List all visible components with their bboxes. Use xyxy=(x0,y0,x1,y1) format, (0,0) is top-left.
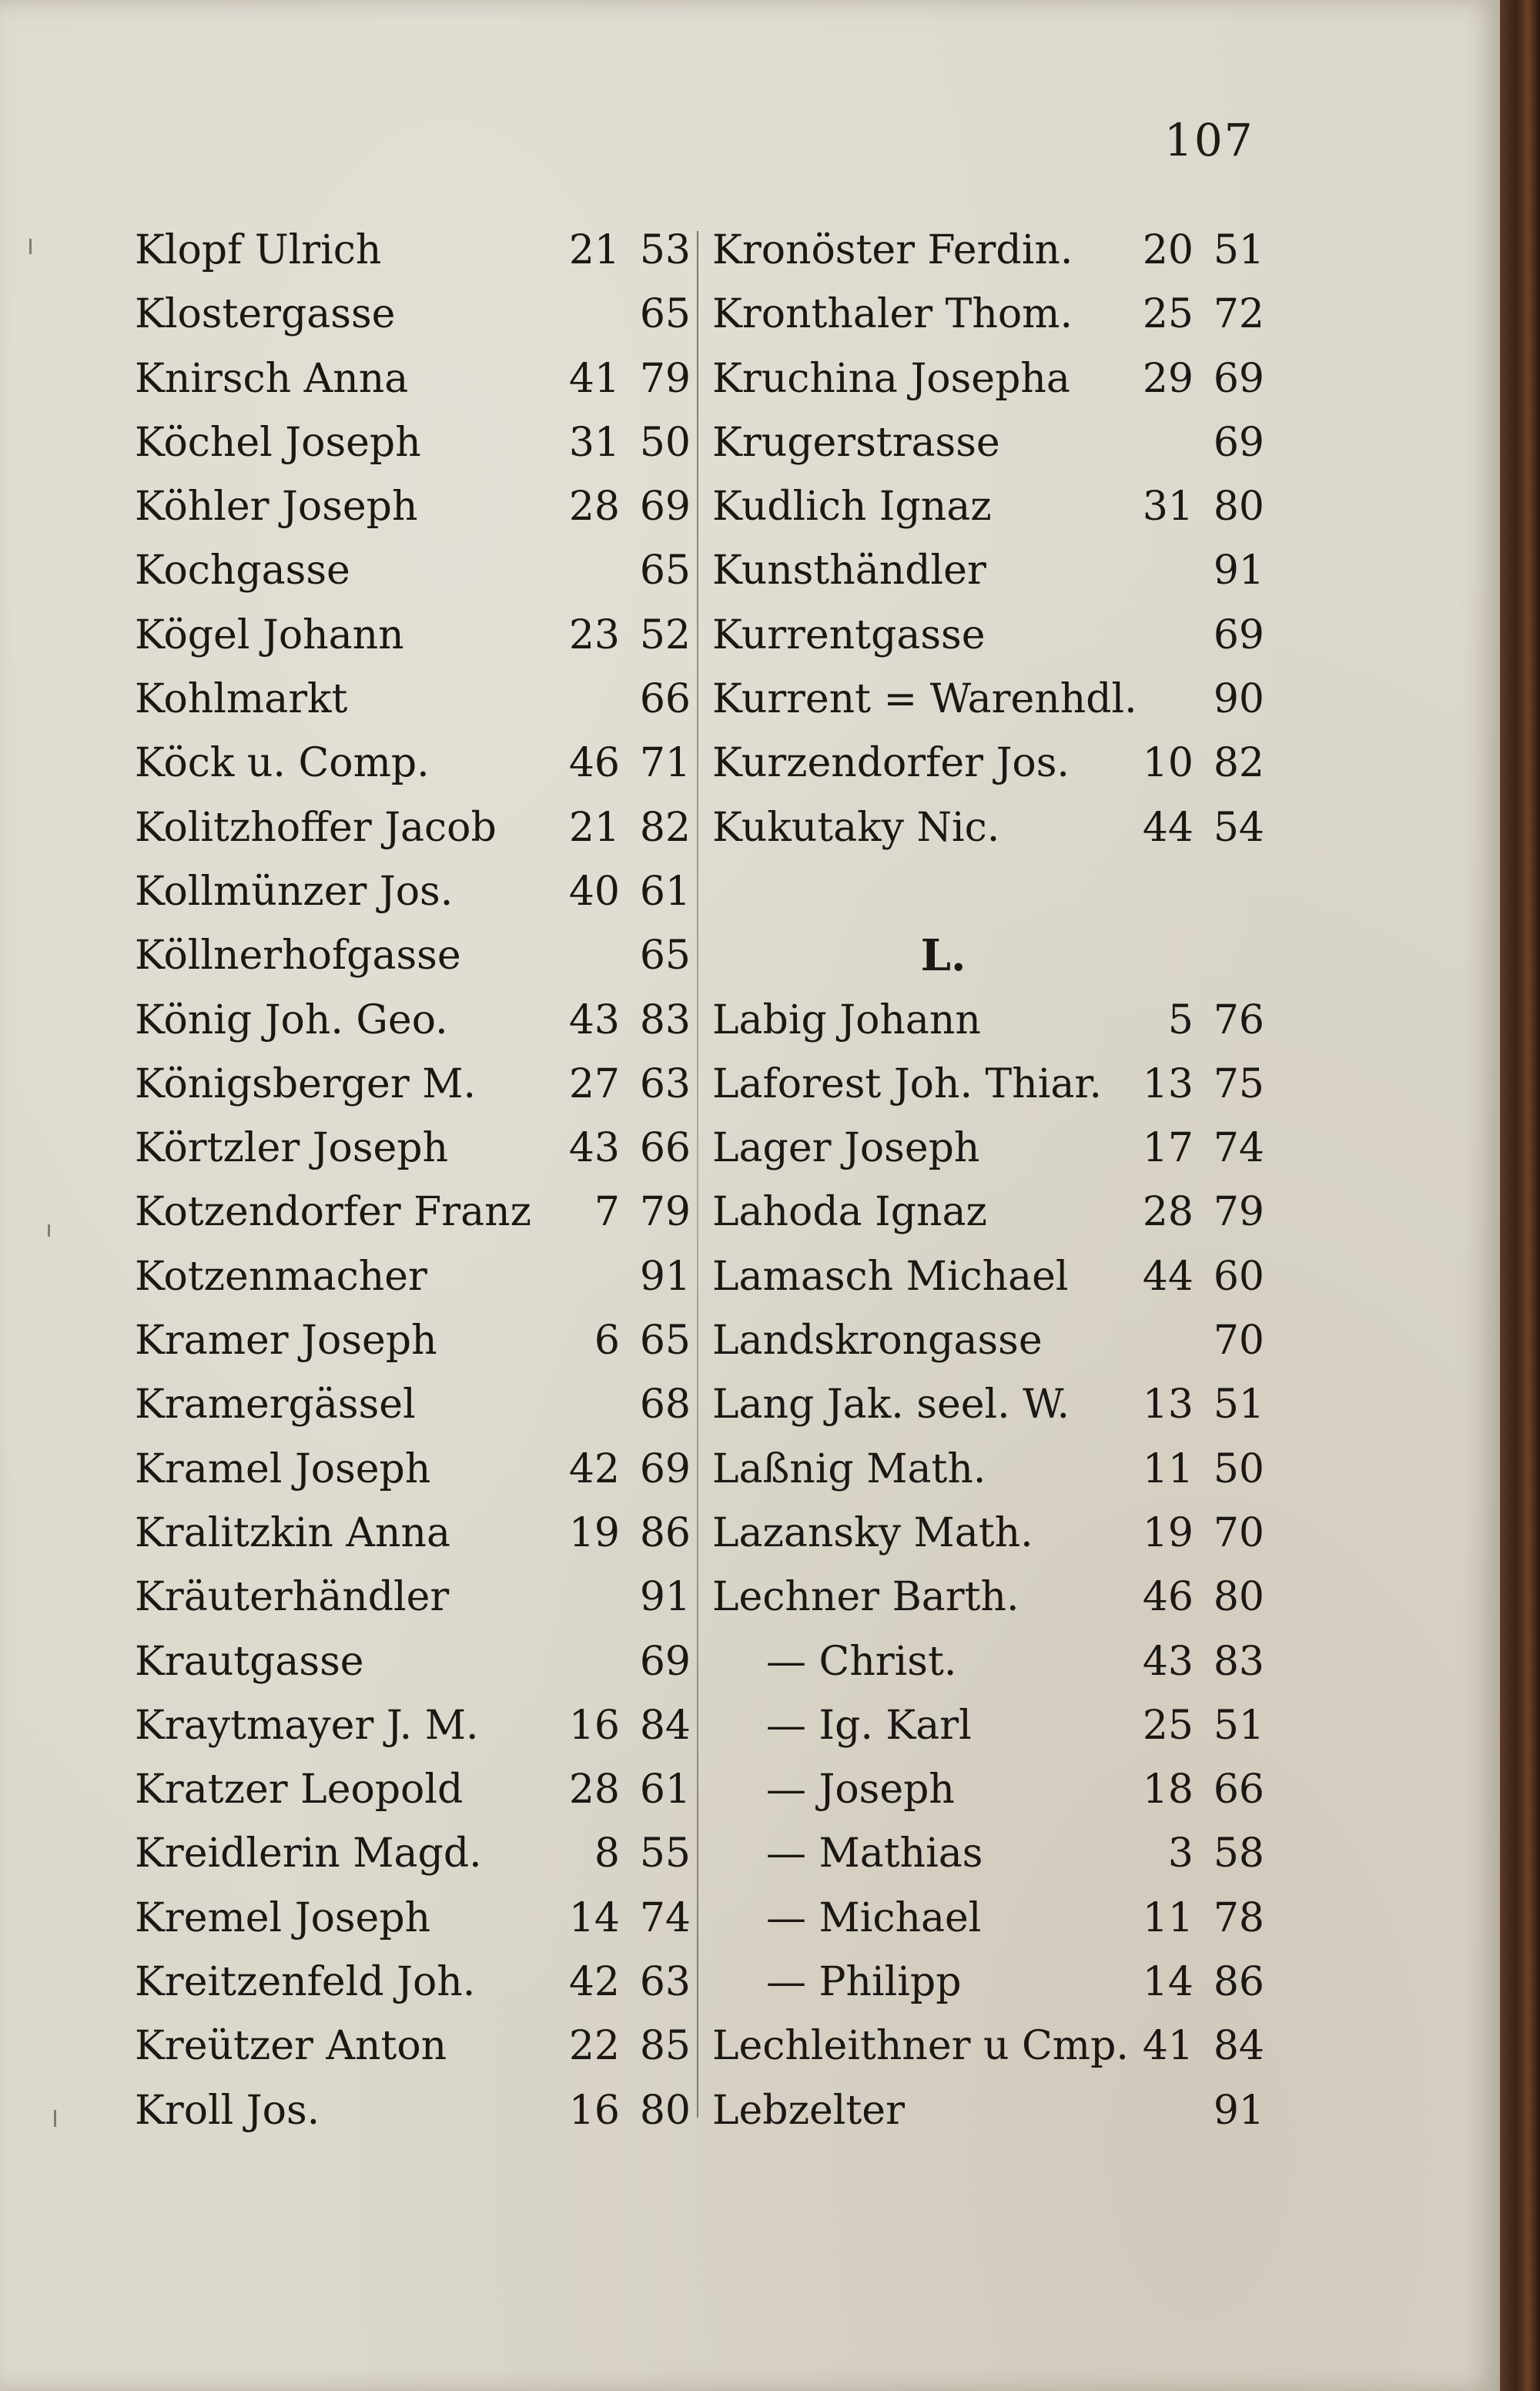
entry-name: Kurrentgasse xyxy=(712,611,986,658)
index-entry xyxy=(712,1373,1267,1437)
entry-number-second: 90 xyxy=(1213,676,1264,723)
entry-name: Lang Jak. seel. W. xyxy=(712,1381,1070,1428)
entry-number-first: 10 xyxy=(1142,740,1194,787)
entry-name: Kramergässel xyxy=(135,1381,416,1428)
entry-name: Kudlich Ignaz xyxy=(712,484,992,531)
entry-number-second: 74 xyxy=(1213,1125,1264,1172)
entry-name: Knirsch Anna xyxy=(135,355,409,402)
entry-name: Kreitzenfeld Joh. xyxy=(135,1959,476,2006)
entry-number-first: 25 xyxy=(1142,291,1194,338)
index-entry xyxy=(135,1951,701,2014)
index-entry xyxy=(135,1180,701,1244)
entry-number-first: 28 xyxy=(1142,1189,1194,1236)
index-entry xyxy=(135,1502,701,1566)
index-entry xyxy=(135,1758,701,1822)
entry-number-second: 58 xyxy=(1213,1830,1264,1877)
entry-name: König Joh. Geo. xyxy=(135,996,448,1043)
entry-number-second: 69 xyxy=(1213,611,1264,658)
entry-number-second: 66 xyxy=(1213,1766,1264,1813)
entry-number-second: 50 xyxy=(639,419,691,466)
entry-name: Kramel Joseph xyxy=(135,1445,431,1492)
entry-number-second: 66 xyxy=(639,1125,691,1172)
entry-number-second: 79 xyxy=(639,1189,691,1236)
entry-name: Laforest Joh. Thiar. xyxy=(712,1060,1103,1107)
index-entry xyxy=(135,347,701,411)
index-entry xyxy=(712,1245,1267,1309)
entry-number-first: 19 xyxy=(568,1509,620,1556)
index-entry xyxy=(712,475,1267,539)
entry-number-first: 16 xyxy=(568,2087,620,2134)
index-entry xyxy=(135,604,701,668)
entry-name: Kroll Jos. xyxy=(135,2087,320,2134)
entry-name: Kreidlerin Magd. xyxy=(135,1830,482,1877)
entry-number-second: 61 xyxy=(639,868,691,915)
entry-number-second: 70 xyxy=(1213,1318,1264,1365)
entry-number-first: 44 xyxy=(1142,804,1194,851)
entry-number-second: 65 xyxy=(639,1318,691,1365)
entry-name: Köhler Joseph xyxy=(135,484,418,531)
entry-name: Lager Joseph xyxy=(712,1125,980,1172)
right-column xyxy=(712,219,1267,2143)
entry-number-first: 29 xyxy=(1142,355,1194,402)
entry-number-second: 82 xyxy=(1213,740,1264,787)
index-entry xyxy=(712,2014,1267,2078)
index-entry xyxy=(712,732,1267,795)
entry-name: Klopf Ulrich xyxy=(135,227,382,273)
index-entry xyxy=(712,219,1267,283)
entry-number-second: 65 xyxy=(639,933,691,980)
entry-number-second: 84 xyxy=(1213,2023,1264,2070)
margin-mark xyxy=(29,239,32,254)
entry-name: — Joseph xyxy=(766,1766,955,1813)
entry-number-first: 18 xyxy=(1142,1766,1194,1813)
entry-number-first: 27 xyxy=(568,1060,620,1107)
entry-name: Kurrent = Warenhdl. xyxy=(712,676,1137,723)
entry-number-first: 31 xyxy=(1142,484,1194,531)
entry-name: Kraytmayer J. M. xyxy=(135,1702,479,1749)
entry-name: Lahoda Ignaz xyxy=(712,1189,987,1236)
index-entry xyxy=(712,989,1267,1053)
index-entry xyxy=(135,796,701,860)
entry-name: Lechleithner u Cmp. xyxy=(712,2023,1129,2070)
entry-number-first: 41 xyxy=(1142,2023,1194,2070)
index-entry xyxy=(712,283,1267,347)
entry-number-second: 69 xyxy=(639,484,691,531)
entry-name: Kurzendorfer Jos. xyxy=(712,740,1070,787)
index-entry xyxy=(135,1053,701,1117)
entry-number-first: 7 xyxy=(594,1189,620,1236)
entry-number-first: 16 xyxy=(568,1702,620,1749)
entry-number-first: 22 xyxy=(568,2023,620,2070)
entry-number-second: 83 xyxy=(1213,1638,1264,1685)
entry-name: Kolitzhoffer Jacob xyxy=(135,804,497,851)
entry-number-second: 54 xyxy=(1213,804,1264,851)
entry-name: Kruchina Josepha xyxy=(712,355,1070,402)
entry-number-second: 91 xyxy=(639,1574,691,1621)
entry-number-first: 21 xyxy=(568,227,620,273)
entry-number-second: 78 xyxy=(1213,1894,1264,1941)
entry-number-first: 46 xyxy=(1142,1574,1194,1621)
entry-number-second: 79 xyxy=(1213,1189,1264,1236)
index-entry xyxy=(712,796,1267,860)
index-entry xyxy=(712,1887,1267,1951)
index-entry xyxy=(712,668,1267,732)
index-entry xyxy=(135,1438,701,1502)
entry-number-first: 11 xyxy=(1142,1445,1194,1492)
entry-number-first: 46 xyxy=(568,740,620,787)
entry-number-first: 21 xyxy=(568,804,620,851)
entry-number-second: 50 xyxy=(1213,1445,1264,1492)
entry-name: Lamasch Michael xyxy=(712,1253,1069,1300)
index-entry xyxy=(712,1630,1267,1694)
entry-name: Krugerstrasse xyxy=(712,419,1000,466)
entry-name: Kramer Joseph xyxy=(135,1318,437,1365)
entry-number-second: 51 xyxy=(1213,1381,1264,1428)
entry-number-first: 11 xyxy=(1142,1894,1194,1941)
index-entry xyxy=(712,1117,1267,1180)
entry-name: — Ig. Karl xyxy=(766,1702,972,1749)
index-entry xyxy=(712,1180,1267,1244)
entry-number-first: 42 xyxy=(568,1959,620,2006)
index-entry xyxy=(712,860,1267,924)
entry-number-second: 84 xyxy=(639,1702,691,1749)
index-entry xyxy=(712,604,1267,668)
entry-number-first: 42 xyxy=(568,1445,620,1492)
entry-number-first: 43 xyxy=(1142,1638,1194,1685)
entry-name: — Michael xyxy=(766,1894,982,1941)
index-entry xyxy=(135,1373,701,1437)
entry-number-second: 83 xyxy=(639,996,691,1043)
index-entry xyxy=(135,1309,701,1373)
index-entry xyxy=(135,1887,701,1951)
index-entry xyxy=(135,219,701,283)
index-entry xyxy=(712,1758,1267,1822)
entry-name: Köchel Joseph xyxy=(135,419,421,466)
entry-number-second: 85 xyxy=(639,2023,691,2070)
index-entry xyxy=(712,347,1267,411)
entry-number-second: 65 xyxy=(639,548,691,594)
book-spine xyxy=(1500,0,1540,2391)
entry-number-second: 82 xyxy=(639,804,691,851)
index-entry xyxy=(135,1630,701,1694)
entry-name: Kochgasse xyxy=(135,548,350,594)
index-entry xyxy=(135,1694,701,1758)
index-entry xyxy=(135,283,701,347)
entry-number-second: 69 xyxy=(639,1638,691,1685)
entry-number-second: 70 xyxy=(1213,1509,1264,1556)
entry-name: Kunsthändler xyxy=(712,548,986,594)
entry-number-second: 51 xyxy=(1213,1702,1264,1749)
entry-name: Lechner Barth. xyxy=(712,1574,1019,1621)
margin-mark xyxy=(54,2110,56,2127)
entry-number-first: 23 xyxy=(568,611,620,658)
entry-name: Kukutaky Nic. xyxy=(712,804,1000,851)
entry-number-first: 17 xyxy=(1142,1125,1194,1172)
entry-number-first: 40 xyxy=(568,868,620,915)
entry-number-first: 8 xyxy=(594,1830,620,1877)
entry-number-first: 41 xyxy=(568,355,620,402)
entry-number-first: 28 xyxy=(568,1766,620,1813)
entry-number-second: 86 xyxy=(639,1509,691,1556)
index-entry xyxy=(135,924,701,988)
entry-name: Krautgasse xyxy=(135,1638,364,1685)
index-entry xyxy=(712,1822,1267,1886)
index-entry xyxy=(135,539,701,603)
entry-name: Kollmünzer Jos. xyxy=(135,868,454,915)
entry-name: Köllnerhofgasse xyxy=(135,933,461,980)
entry-name: Kratzer Leopold xyxy=(135,1766,464,1813)
entry-number-first: 43 xyxy=(568,1125,620,1172)
entry-number-second: 74 xyxy=(639,1894,691,1941)
entry-number-second: 69 xyxy=(1213,355,1264,402)
entry-name: Köck u. Comp. xyxy=(135,740,430,787)
left-column xyxy=(135,219,701,2143)
entry-number-first: 3 xyxy=(1167,1830,1194,1877)
entry-name: Königsberger M. xyxy=(135,1060,476,1107)
index-entry xyxy=(135,1245,701,1309)
entry-name: — Christ. xyxy=(766,1638,957,1685)
index-entry xyxy=(712,1694,1267,1758)
index-entry xyxy=(135,1822,701,1886)
index-entry xyxy=(712,539,1267,603)
index-entry xyxy=(135,1117,701,1180)
entry-number-first: 6 xyxy=(594,1318,620,1365)
entry-number-first: 19 xyxy=(1142,1509,1194,1556)
entry-name: Kremel Joseph xyxy=(135,1894,431,1941)
entry-number-second: 91 xyxy=(1213,2087,1264,2134)
index-entry xyxy=(135,732,701,795)
entry-number-first: 28 xyxy=(568,484,620,531)
entry-number-second: 91 xyxy=(1213,548,1264,594)
entry-number-second: 53 xyxy=(639,227,691,273)
index-entry xyxy=(712,411,1267,475)
entry-number-first: 31 xyxy=(568,419,620,466)
entry-name: Kralitzkin Anna xyxy=(135,1509,450,1556)
entry-number-second: 80 xyxy=(639,2087,691,2134)
entry-number-second: 68 xyxy=(639,1381,691,1428)
index-entry xyxy=(712,2079,1267,2143)
index-entry xyxy=(135,1566,701,1629)
entry-name: Kohlmarkt xyxy=(135,676,348,723)
entry-name: Kronthaler Thom. xyxy=(712,291,1073,338)
entry-name: — Philipp xyxy=(766,1959,962,2006)
entry-number-first: 14 xyxy=(1142,1959,1194,2006)
entry-number-second: 51 xyxy=(1213,227,1264,273)
entry-number-second: 61 xyxy=(639,1766,691,1813)
entry-name: Kögel Johann xyxy=(135,611,404,658)
entry-name: Kotzenmacher xyxy=(135,1253,427,1300)
index-entry xyxy=(135,2079,701,2143)
entry-number-second: 91 xyxy=(639,1253,691,1300)
entry-number-second: 60 xyxy=(1213,1253,1264,1300)
entry-name: Laßnig Math. xyxy=(712,1445,986,1492)
entry-number-first: 13 xyxy=(1142,1060,1194,1107)
index-entry xyxy=(712,1566,1267,1629)
entry-name: Lazansky Math. xyxy=(712,1509,1033,1556)
entry-number-first: 44 xyxy=(1142,1253,1194,1300)
entry-name: L. xyxy=(920,930,966,982)
entry-number-second: 69 xyxy=(639,1445,691,1492)
margin-mark xyxy=(48,1224,50,1237)
index-entry xyxy=(135,860,701,924)
index-entry xyxy=(135,411,701,475)
index-entry xyxy=(135,668,701,732)
entry-number-second: 63 xyxy=(639,1959,691,2006)
entry-number-second: 55 xyxy=(639,1830,691,1877)
entry-number-second: 80 xyxy=(1213,484,1264,531)
entry-name: Landskrongasse xyxy=(712,1318,1043,1365)
entry-name: — Mathias xyxy=(766,1830,983,1877)
index-entry xyxy=(712,1951,1267,2014)
entry-number-second: 71 xyxy=(639,740,691,787)
entry-name: Kräuterhändler xyxy=(135,1574,450,1621)
entry-number-second: 76 xyxy=(1213,996,1264,1043)
section-heading xyxy=(712,924,1267,988)
entry-number-second: 63 xyxy=(639,1060,691,1107)
index-entry xyxy=(712,1053,1267,1117)
entry-number-first: 13 xyxy=(1142,1381,1194,1428)
entry-number-first: 43 xyxy=(568,996,620,1043)
entry-name: Kronöster Ferdin. xyxy=(712,227,1073,273)
entry-number-second: 65 xyxy=(639,291,691,338)
entry-name: Lebzelter xyxy=(712,2087,905,2134)
index-entry xyxy=(135,2014,701,2078)
entry-number-second: 75 xyxy=(1213,1060,1264,1107)
entry-number-second: 52 xyxy=(639,611,691,658)
entry-number-second: 80 xyxy=(1213,1574,1264,1621)
entry-number-second: 66 xyxy=(639,676,691,723)
entry-number-first: 14 xyxy=(568,1894,620,1941)
entry-number-second: 86 xyxy=(1213,1959,1264,2006)
entry-number-first: 20 xyxy=(1142,227,1194,273)
entry-number-first: 5 xyxy=(1167,996,1194,1043)
entry-name: Kreützer Anton xyxy=(135,2023,447,2070)
index-entry xyxy=(712,1309,1267,1373)
entry-number-first: 25 xyxy=(1142,1702,1194,1749)
index-entry xyxy=(135,475,701,539)
entry-name: Kotzendorfer Franz xyxy=(135,1189,531,1236)
index-entry xyxy=(712,1502,1267,1566)
entry-number-second: 79 xyxy=(639,355,691,402)
entry-number-second: 69 xyxy=(1213,419,1264,466)
entry-name: Klostergasse xyxy=(135,291,396,338)
index-entry xyxy=(135,989,701,1053)
index-entry xyxy=(712,1438,1267,1502)
entry-name: Körtzler Joseph xyxy=(135,1125,449,1172)
entry-name: Labig Johann xyxy=(712,996,981,1043)
entry-number-second: 72 xyxy=(1213,291,1264,338)
page-number: 107 xyxy=(1164,114,1254,166)
